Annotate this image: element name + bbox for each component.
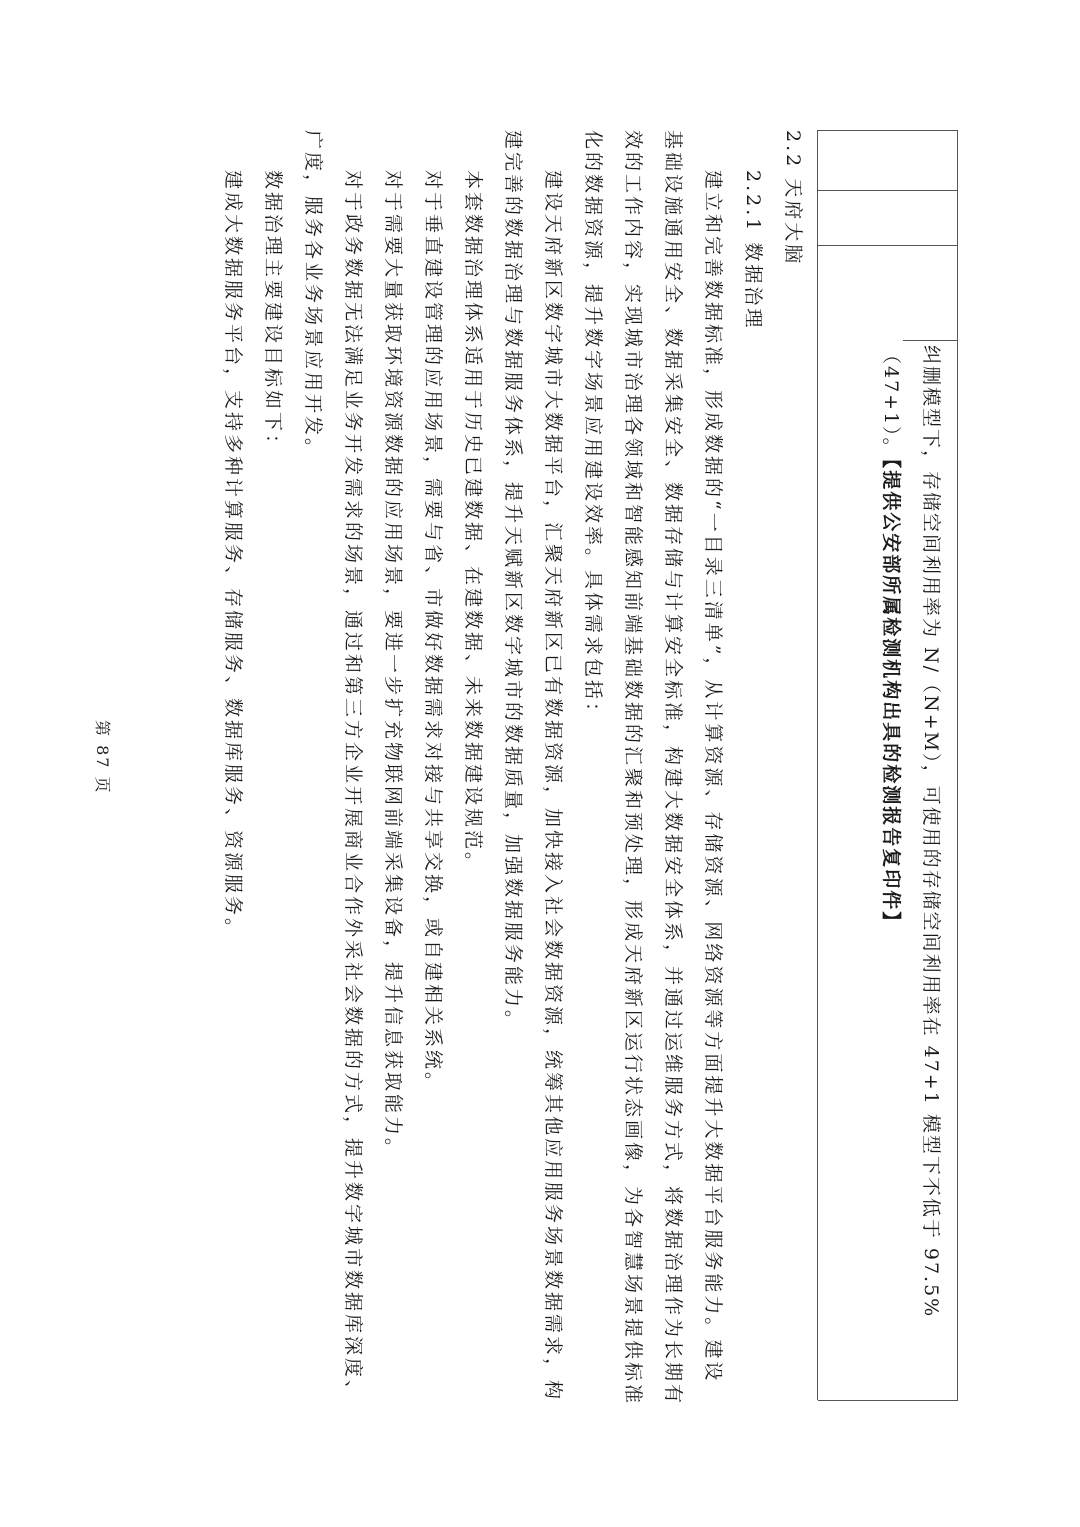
table-cell-line1: 纠删模型下，存储空间利用率为 N/（N+M），可使用的存储空间利用率在 47+1 模型下不低于 97.5% [920, 345, 942, 1319]
paragraph-line: 基础设施通用安全、数据采集安全、数据存储与计算安全标准，构建大数据安全体系，并通过运维服务方式，将数据治理作为长期有 [662, 130, 684, 1407]
table-cell-line2-prefix: （47+1）。 [880, 345, 902, 459]
paragraph-line: 对于垂直建设管理的应用场景，需要与省、市做好数据需求对接与共享交换，或自建相关系统。 [422, 170, 444, 1095]
section-heading-2-2: 2.2 天府大脑 [782, 130, 804, 267]
paragraph-line: 建完善的数据治理与数据服务体系，提升天赋新区数字城市的数据质量，加强数据服务能力。 [502, 130, 524, 1033]
page-number: 第 87 页 [93, 720, 112, 795]
table-col-divider [818, 130, 958, 131]
paragraph-line: 对于需要大量获取环境资源数据的应用场景，要进一步扩充物联网前端采集设备，提升信息获取能力。 [382, 170, 404, 1161]
paragraph-line: 效的工作内容，实现城市治理各领域和智能感知前端基础数据的汇聚和预处理，形成天府新区运行状态画像，为各智慧场景提供标准 [622, 130, 644, 1407]
table-col-divider [903, 340, 958, 341]
table-col-divider [818, 1400, 958, 1401]
table-bottom-rule [817, 130, 818, 1400]
paragraph-line: 广度，服务各业务场景应用开发。 [302, 130, 324, 461]
table-top-rule [957, 130, 958, 1400]
paragraph-line: 数据治理主要建设目标如下： [262, 170, 284, 457]
paragraph-line: 对于政务数据无法满足业务开发需求的场景，通过和第三方企业开展商业合作外采社会数据的方式，提升数字城市数据库深度、 [342, 170, 364, 1403]
table-col-divider [818, 245, 958, 246]
paragraph-line: 建立和完善数据标准，形成数据的“一目录三清单”，从计算资源、存储资源、网络资源等方面提升大数据平台服务能力。建设 [702, 170, 724, 1384]
paragraph-line: 建设天府新区数字城市大数据平台，汇聚天府新区已有数据资源，加快接入社会数据资源，统筹其他应用服务场景数据需求，构 [542, 170, 564, 1403]
paragraph-line: 化的数据资源，提升数字场景应用建设效率。具体需求包括： [582, 130, 604, 725]
spec-table [818, 130, 958, 1400]
table-cell-line2 [879, 345, 906, 932]
section-heading-2-2-1: 2.2.1 数据治理 [742, 170, 764, 331]
table-col-divider [818, 190, 958, 191]
paragraph-line: 本套数据治理体系适用于历史已建数据、在建数据、未来数据建设规范。 [462, 170, 484, 875]
table-cell-line2-bold: 【提供公安部所属检测机构出具的检测报告复印件】 [880, 458, 902, 933]
paragraph-line: 建成大数据服务平台，支持多种计算服务、存储服务、数据库服务、资源服务。 [222, 170, 244, 941]
